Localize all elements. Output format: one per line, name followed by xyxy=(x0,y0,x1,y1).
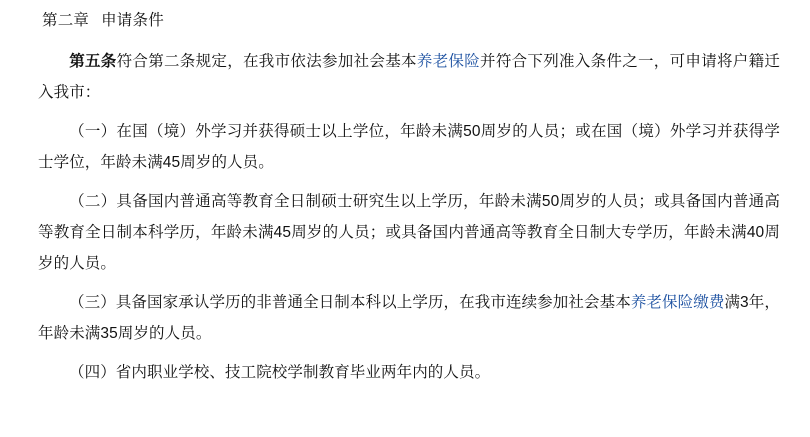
chapter-label: 第二章 xyxy=(42,12,90,29)
condition-item-3-suffix: 满3年，年龄未满35周岁的人员。 xyxy=(38,294,780,342)
condition-item-1 xyxy=(38,116,780,178)
pension-insurance-payment-link[interactable]: 养老保险缴费 xyxy=(630,294,725,311)
chapter-heading xyxy=(38,8,780,34)
condition-item-3 xyxy=(38,287,780,349)
condition-item-2-text: （二）具备国内普通高等教育全日制硕士研究生以上学历，年龄未满50周岁的人员；或具备国内普通高等教育全日制本科学历，年龄未满45周岁的人员；或具备国内普通高等教育全日制大专学历，年龄未满40周岁的人员。 xyxy=(38,193,780,272)
article-text-after-link: 并符合下列准入条件之一，可申请将户籍迁入我市： xyxy=(38,53,781,101)
condition-item-1-text: （一）在国（境）外学习并获得硕士以上学位，年龄未满50周岁的人员；或在国（境）外学习并获得学士学位，年龄未满45周岁的人员。 xyxy=(38,123,780,171)
article-number: 第五条 xyxy=(69,53,117,70)
article-text-before-link: 符合第二条规定，在我市依法参加社会基本 xyxy=(116,53,417,70)
article-paragraph xyxy=(38,46,780,108)
pension-insurance-link[interactable]: 养老保险 xyxy=(416,53,481,70)
condition-item-4 xyxy=(38,357,780,388)
condition-item-2 xyxy=(38,186,780,279)
condition-item-4-text: （四）省内职业学校、技工院校学制教育毕业两年内的人员。 xyxy=(69,364,491,381)
condition-item-3-prefix: （三）具备国家承认学历的非普通全日制本科以上学历，在我市连续参加社会基本 xyxy=(69,294,631,311)
chapter-title: 申请条件 xyxy=(101,12,164,29)
